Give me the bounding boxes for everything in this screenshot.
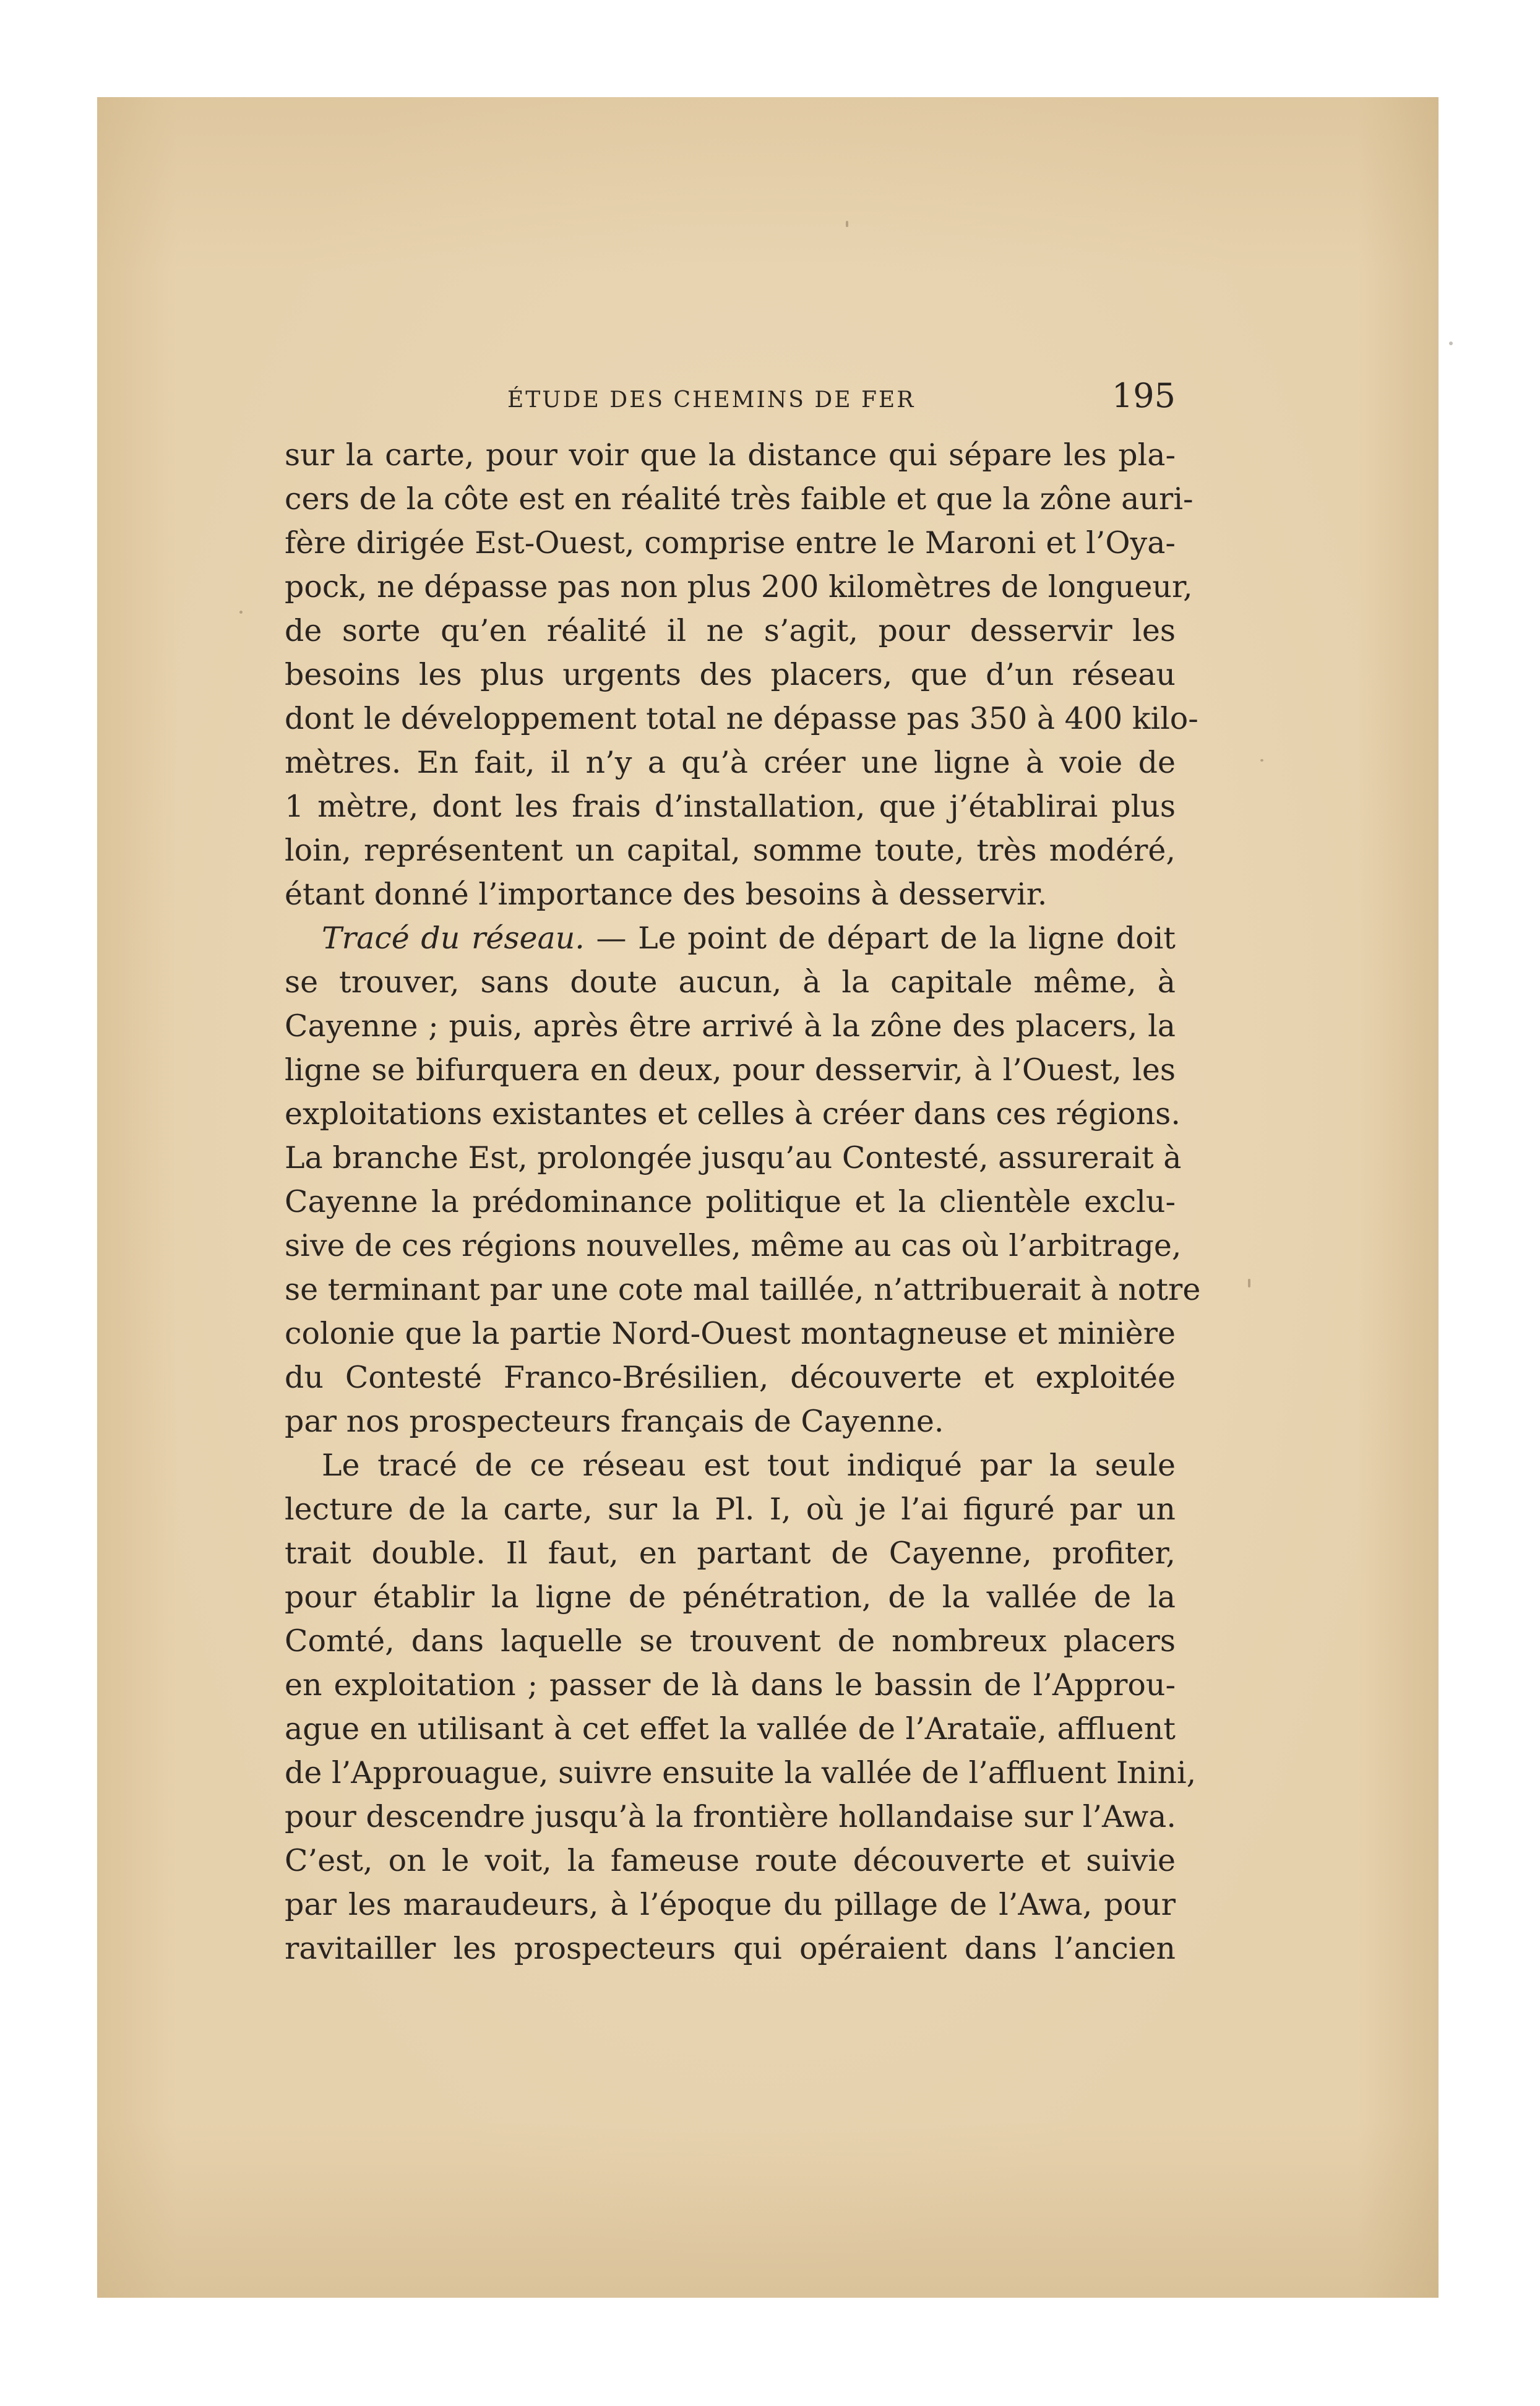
- text-line: loin, représentent un capital, somme toute, très modéré,: [285, 833, 1176, 868]
- text-line: lecture de la carte, sur la Pl. I, où je l’ai figuré par un: [285, 1492, 1176, 1527]
- text-line: de l’Approuague, suivre ensuite la vallée de l’affluent Inini,: [285, 1755, 1197, 1790]
- text-line: par les maraudeurs, à l’époque du pillage de l’Awa, pour: [285, 1887, 1176, 1922]
- text-line: La branche Est, prolongée jusqu’au Contesté, assurerait à: [285, 1140, 1182, 1175]
- text-line: dont le développement total ne dépasse pas 350 à 400 kilo-: [285, 701, 1198, 736]
- text-line: exploitations existantes et celles à créer dans ces régions.: [285, 1096, 1181, 1132]
- heading-line-rest: — Le point de départ de la ligne doit: [584, 921, 1176, 956]
- text-line: par nos prospecteurs français de Cayenne.: [285, 1404, 944, 1439]
- text-line: sive de ces régions nouvelles, même au cas où l’arbitrage,: [285, 1228, 1182, 1263]
- text-line: cers de la côte est en réalité très faible et que la zône auri-: [285, 481, 1194, 517]
- text-line: Comté, dans laquelle se trouvent de nombreux placers: [285, 1623, 1176, 1659]
- text-line: Le tracé de ce réseau est tout indiqué par la seule: [322, 1448, 1176, 1483]
- paper-speck: [1449, 342, 1453, 345]
- text-line: 1 mètre, dont les frais d’installation, que j’établirai plus: [285, 789, 1176, 824]
- text-line: C’est, on le voit, la fameuse route découverte et suivie: [285, 1843, 1176, 1878]
- paper-speck: [846, 221, 848, 227]
- text-line: colonie que la partie Nord-Ouest montagneuse et minière: [285, 1316, 1176, 1351]
- text-line: étant donné l’importance des besoins à desservir.: [285, 877, 1047, 912]
- text-line: mètres. En fait, il n’y a qu’à créer une ligne à voie de: [285, 745, 1176, 780]
- page-number: 195: [1111, 376, 1176, 415]
- text-line: pour établir la ligne de pénétration, de la vallée de la: [285, 1579, 1176, 1615]
- text-line: en exploitation ; passer de là dans le bassin de l’Approu-: [285, 1667, 1176, 1703]
- text-line: fère dirigée Est-Ouest, comprise entre le Maroni et l’Oya-: [285, 525, 1176, 561]
- text-line: Cayenne ; puis, après être arrivé à la zône des placers, la: [285, 1008, 1176, 1044]
- body-text: [285, 433, 1201, 1970]
- text-line: besoins les plus urgents des placers, que d’un réseau: [285, 657, 1176, 692]
- running-title: ÉTUDE DES CHEMINS DE FER: [507, 387, 916, 413]
- text-line: ague en utilisant à cet effet la vallée de l’Arataïe, affluent: [285, 1711, 1176, 1746]
- text-line: se trouver, sans doute aucun, à la capitale même, à: [285, 965, 1176, 1000]
- running-header: [285, 376, 1176, 426]
- text-line: ligne se bifurquera en deux, pour desservir, à l’Ouest, les: [285, 1052, 1176, 1088]
- text-line: ravitailler les prospecteurs qui opéraient dans l’ancien: [285, 1931, 1176, 1966]
- text-line: de sorte qu’en réalité il ne s’agit, pour desservir les: [285, 613, 1176, 648]
- text-line: pock, ne dépasse pas non plus 200 kilomètres de longueur,: [285, 569, 1193, 604]
- text-line: trait double. Il faut, en partant de Cayenne, profiter,: [285, 1536, 1176, 1571]
- paper-speck: [1260, 759, 1263, 762]
- text-line: se terminant par une cote mal taillée, n’attribuerait à notre: [285, 1272, 1201, 1307]
- text-line: [285, 916, 1176, 960]
- text-line: Cayenne la prédominance politique et la clientèle exclu-: [285, 1184, 1176, 1219]
- text-line: du Contesté Franco-Brésilien, découverte et exploitée: [285, 1360, 1176, 1395]
- paper-speck: [1248, 1279, 1250, 1287]
- text-line: pour descendre jusqu’à la frontière hollandaise sur l’Awa.: [285, 1799, 1176, 1834]
- paper-speck: [239, 611, 243, 614]
- text-line: sur la carte, pour voir que la distance qui sépare les pla-: [285, 437, 1176, 473]
- section-heading: Tracé du réseau.: [322, 921, 585, 956]
